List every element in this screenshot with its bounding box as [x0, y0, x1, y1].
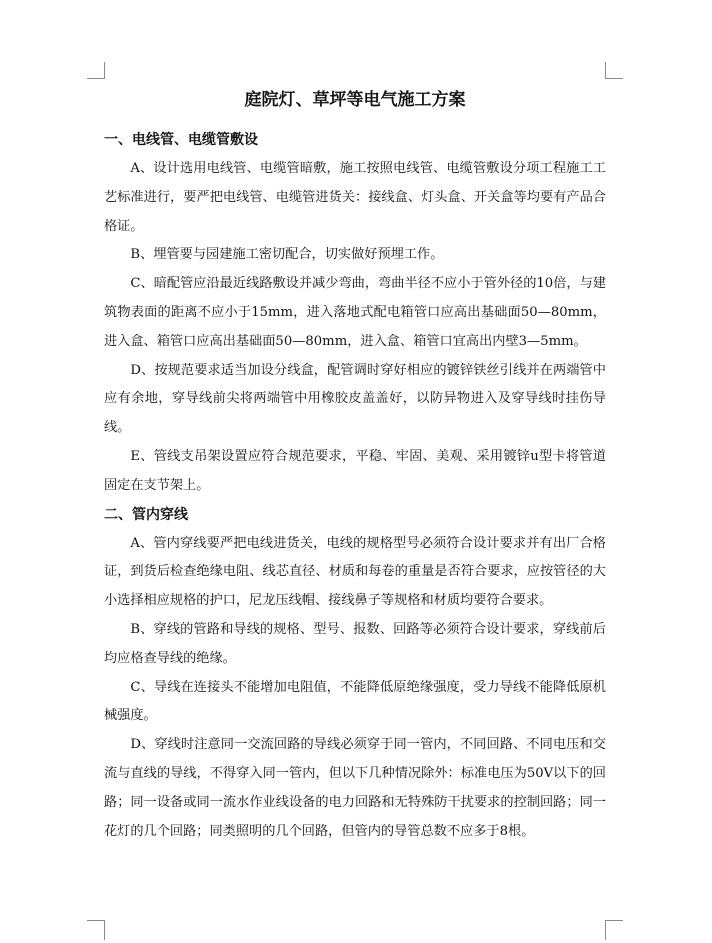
section-conduit-laying: [104, 126, 606, 501]
paragraph: D、按规范要求适当加设分线盒，配管调时穿好相应的镀锌铁丝引线并在两端管中应有余地，穿导线前尖将两端管中用橡胶皮盖盖好，以防异物进入及穿导线时挂伤导线。: [104, 362, 606, 436]
crop-mark-bottom-left-h: [87, 920, 104, 921]
paragraph: C、导线在连接头不能增加电阻值，不能降低原绝缘强度，受力导线不能降低原机械强度。: [104, 679, 606, 724]
crop-mark-bottom-right-h: [606, 920, 623, 921]
crop-mark-top-left-h: [87, 78, 104, 79]
section-heading: 一、电线管、电缆管敷设: [104, 132, 258, 148]
crop-mark-bottom-left-v: [104, 920, 105, 940]
crop-mark-bottom-right-v: [605, 920, 606, 940]
paragraph: A、管内穿线要严把电线进货关，电线的规格型号必须符合设计要求并有出厂合格证，到货后检查绝缘电阻、线芯直径、材质和每卷的重量是否符合要求，应按管径的大小选择相应规格的护口，尼龙压线帽、接线鼻子等规格和材质均要符合要求。: [104, 535, 606, 609]
paragraph: B、埋管要与园建施工密切配合，切实做好预埋工作。: [130, 247, 444, 263]
document-page: [104, 78, 606, 846]
paragraph: A、设计选用电线管、电缆管暗敷，施工按照电线管、电缆管敷设分项工程施工工艺标准进行，要严把电线管、电缆管进货关：接线盒、灯头盒、开关盒等均要有产品合格证。: [104, 161, 606, 234]
crop-mark-top-right-v: [605, 62, 606, 79]
section-heading: 二、管内穿线: [104, 506, 188, 523]
document-title: 庭院灯、草坪等电气施工方案: [244, 90, 466, 110]
paragraph: E、管线支吊架设置应符合规范要求，平稳、牢固、美观、采用镀锌u型卡将管道固定在支节架上。: [104, 448, 606, 493]
section-wire-threading: [104, 501, 606, 847]
paragraph: B、穿线的管路和导线的规格、型号、报数、回路等必须符合设计要求，穿线前后均应格查导线的绝缘。: [104, 621, 606, 666]
crop-mark-top-left-v: [104, 62, 105, 79]
paragraph: D、穿线时注意同一交流回路的导线必须穿于同一管内，不同回路、不同电压和交流与直线的导线，不得穿入同一管内，但以下几种情况除外：标准电压为50V以下的回路；同一设备或同一流水作业线设备的电力回路和无特殊防干扰要求的控制回路；同一花灯的几个回路；同类照明的几个回路，但管内的导管总数不应多于8根。: [104, 737, 606, 839]
crop-mark-top-right-h: [606, 78, 623, 79]
paragraph: C、暗配管应沿最近线路敷设并减少弯曲，弯曲半径不应小于管外径的10倍，与建筑物表面的距离不应小于15mm，进入落地式配电箱管口应高出基础面50—80mm，进入盒、箱管口应高出基础面50—80mm，进入盒、箱管口宜高出内壁3—5mm。: [104, 276, 606, 349]
